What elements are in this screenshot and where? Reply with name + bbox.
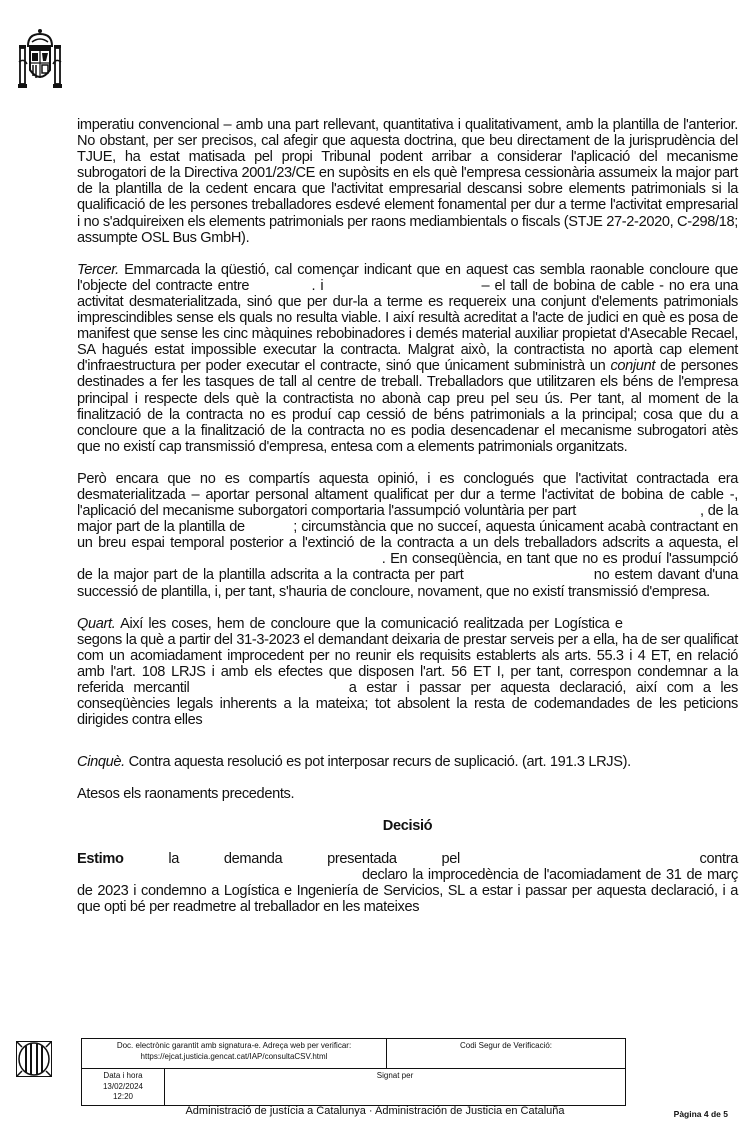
generalitat-seal-icon [16, 1041, 52, 1077]
paragraph-quart: Quart. Així les coses, hem de concloure que la comunicació realitzada per Logística e segons la què a partir del 31-3-2023 el demandant deixaria de prestar serveis per a ella, ha de ser qualificat com un acomiadament improcedent per no reunir els requisits establerts als arts. 55.3 i 4 ET, en relació amb l'art. 108 LRJS i amb els efectes que disposen l'art. 56 ET I, per tant, correspon condemnar a la referida mercantil a estar i passar per aquesta declaració, així com a les conseqüències legals inherents a la mateixa; tot absolent la resta de codemandades de les peticions dirigides contra elles [77, 615, 738, 729]
verification-info-cell: Doc. electrònic garantit amb signatura-e. Adreça web per verificar: https://ejcat.justicia.gencat.cat/IAP/consultaCSV.html [82, 1039, 387, 1069]
signed-by-cell: Signat per [165, 1069, 626, 1106]
csv-cell: Codi Segur de Verificació: [387, 1039, 626, 1069]
verification-url-link[interactable]: https://ejcat.justicia.gencat.cat/IAP/consultaCSV.html [140, 1051, 328, 1061]
section-label-tercer: Tercer. [77, 261, 119, 278]
paragraph-alternative: Però encara que no es compartís aquesta opinió, i es conclogués que l'activitat contractada era desmaterialitzada – aportar personal altament qualificat per dur a terme l'activitat de bobina de cable -, l'aplicació del mecanisme suborgatori comportaria l'assumpció voluntària per part , de la major part de la plantilla de ; circumstància que no succeí, aquesta únicament acabà contractant en un breu espai temporal posterior a l'extinció de la contracta a un dels treballadors adscrits a aquesta, el . En conseqüència, en tant que no es produí l'assumpció de la major part de la plantilla adscrita a la contracta per part no estem davant d'una successió de plantilla, i, per tant, s'hauria de concloure, novament, que no existí transmissió d'empresa. [77, 470, 739, 600]
document-body [77, 117, 738, 915]
paragraph-tercer: Tercer. Emmarcada la qüestió, cal començar indicant que en aquest cas sembla raonable concloure que l'objecte del contracte entre . i – el tall de bobina de cable - no era una activitat desmaterialitzada, sinó que per dur-la a terme es requereix una conjunt d'elements patrimonials imprescindibles sense els quals no resulta viable. I així resultà acreditat a l'acte de judici en què es posa de manifest que sense les cinc màquines rebobinadores i demés material auxiliar propietat d'Asecable Recael, SA hagués estat impossible executar la contracta. Malgrat això, la contractista no aportà cap element d'infraestructura per poder executar el contracte, sinó que únicament subministrà un conjunt de persones destinades a fer les tasques de tall al centre de treball. Treballadors que utilitzaren els béns de l'empresa principal i respecte dels què la contractista no abonà cap preu pel seu ús. Per tant, al moment de la finalització de la contracta no es produí cap cessió de béns patrimonials a la principal; cosa que du a concloure que a la finalització de la contracta no es podia desencadenar el mecanisme subrogatori atès que no existí cap transmissió d'empresa, entesa com a elements patrimonials organitzats. [77, 261, 738, 455]
paragraph-conclusion-intro: Atesos els raonaments precedents. [77, 786, 295, 803]
paragraph-decision: Estimo la demanda presentada pel contra declaro la improcedència de l'acomiadament de 31 de març de 2023 i condemno a Logística e Ingeniería de Servicios, SL a estar i passar per aquesta declaració, i a que opti bé per readmetre al treballador en les mateixes [77, 850, 738, 915]
paragraph-doctrine: imperatiu convencional – amb una part rellevant, quantitativa i qualitativament, amb la plantilla de l'anterior. No obstant, per ser precisos, cal afegir que aquesta doctrina, que beu directament de la jurisprudència del TJUE, ha estat matisada pel propi Tribunal podent arribar a considerar l'aplicació del mecanisme subrogatori de la Directiva 2001/23/CE en supòsits en els què l'empresa cessionària assumeix la major part de la plantilla de la cedent encara que l'activitat empresarial descansi sobre elements patrimonials si la qualificació de les persones treballadores esdevé element fonamental per dur a terme l'activitat empresarial i no s'adquireixen els elements patrimonials per raons mediambientals o fiscals (STJE 27-2-2020, C-298/18; assumpte OSL Bus GmbH). [77, 117, 738, 246]
section-label-cinque: Cinquè. [77, 754, 125, 771]
verification-table [81, 1038, 626, 1106]
administration-footer: Administració de justícia a Catalunya · Administración de Justicia en Cataluña [185, 1105, 565, 1117]
paragraph-cinque: Cinquè. Contra aquesta resolució es pot interposar recurs de suplicació. (art. 191.3 LRJS). [77, 754, 631, 771]
page-number: Pàgina 4 de 5 [673, 1109, 728, 1119]
spanish-coat-of-arms-icon [18, 28, 62, 90]
section-label-quart: Quart. [77, 615, 116, 632]
date-cell: Data i hora 13/02/2024 12:20 [82, 1069, 165, 1106]
decision-heading: Decisió [382, 818, 433, 835]
